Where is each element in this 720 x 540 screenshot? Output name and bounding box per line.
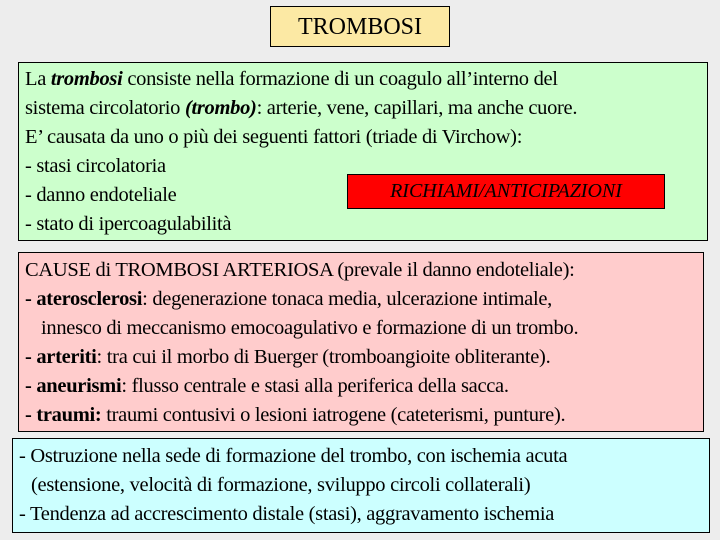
- cause-term: - traumi:: [25, 404, 102, 426]
- cause-term: - aterosclerosi: [25, 288, 143, 310]
- richiami-badge: RICHIAMI/ANTICIPAZIONI: [347, 174, 665, 209]
- definition-line-1: [25, 65, 707, 94]
- cause-term: - arteriti: [25, 346, 97, 368]
- definition-line-3: E’ causata da uno o più dei seguenti fattori (triade di Virchow):: [25, 126, 523, 148]
- definition-box: [18, 62, 708, 241]
- consequence-line: - Tendenza ad accrescimento distale (stasi), aggravamento ischemia: [19, 503, 555, 525]
- slide-title: TROMBOSI: [270, 6, 450, 47]
- cause-item-continuation: innesco di meccanismo emocoagulativo e formazione di un trombo.: [41, 317, 579, 339]
- consequences-box: [12, 438, 710, 533]
- definition-line-2: [25, 94, 707, 123]
- factor-item: - stasi circolatoria: [25, 155, 166, 177]
- consequence-line: (estensione, velocità di formazione, sviluppo circoli collaterali): [31, 474, 531, 496]
- cause-item: [25, 401, 703, 430]
- causes-heading: CAUSE di TROMBOSI ARTERIOSA (prevale il danno endoteliale):: [25, 259, 575, 281]
- factor-item: - stato di ipercoagulabilità: [25, 213, 232, 235]
- causes-box: [18, 252, 704, 432]
- cause-term: - aneurismi: [25, 375, 122, 397]
- cause-text: : degenerazione tonaca media, ulcerazione intimale,: [142, 288, 552, 310]
- cause-text: : tra cui il morbo di Buerger (tromboangioite obliterante).: [96, 346, 551, 368]
- cause-item: [25, 372, 703, 401]
- text: La: [25, 68, 51, 90]
- term-trombo: (trombo): [184, 97, 257, 119]
- cause-text: traumi contusivi o lesioni iatrogene (cateterismi, punture).: [101, 404, 566, 426]
- text: : arterie, vene, capillari, ma anche cuore.: [256, 97, 578, 119]
- text: consiste nella formazione di un coagulo all’interno del: [122, 68, 558, 90]
- cause-item: [25, 285, 703, 314]
- cause-item: [25, 343, 703, 372]
- text: sistema circolatorio: [25, 97, 185, 119]
- term-trombosi: trombosi: [50, 68, 123, 90]
- cause-text: : flusso centrale e stasi alla periferica della sacca.: [121, 375, 509, 397]
- consequence-line: - Ostruzione nella sede di formazione del trombo, con ischemia acuta: [19, 445, 568, 467]
- factor-item: - danno endoteliale: [25, 184, 177, 206]
